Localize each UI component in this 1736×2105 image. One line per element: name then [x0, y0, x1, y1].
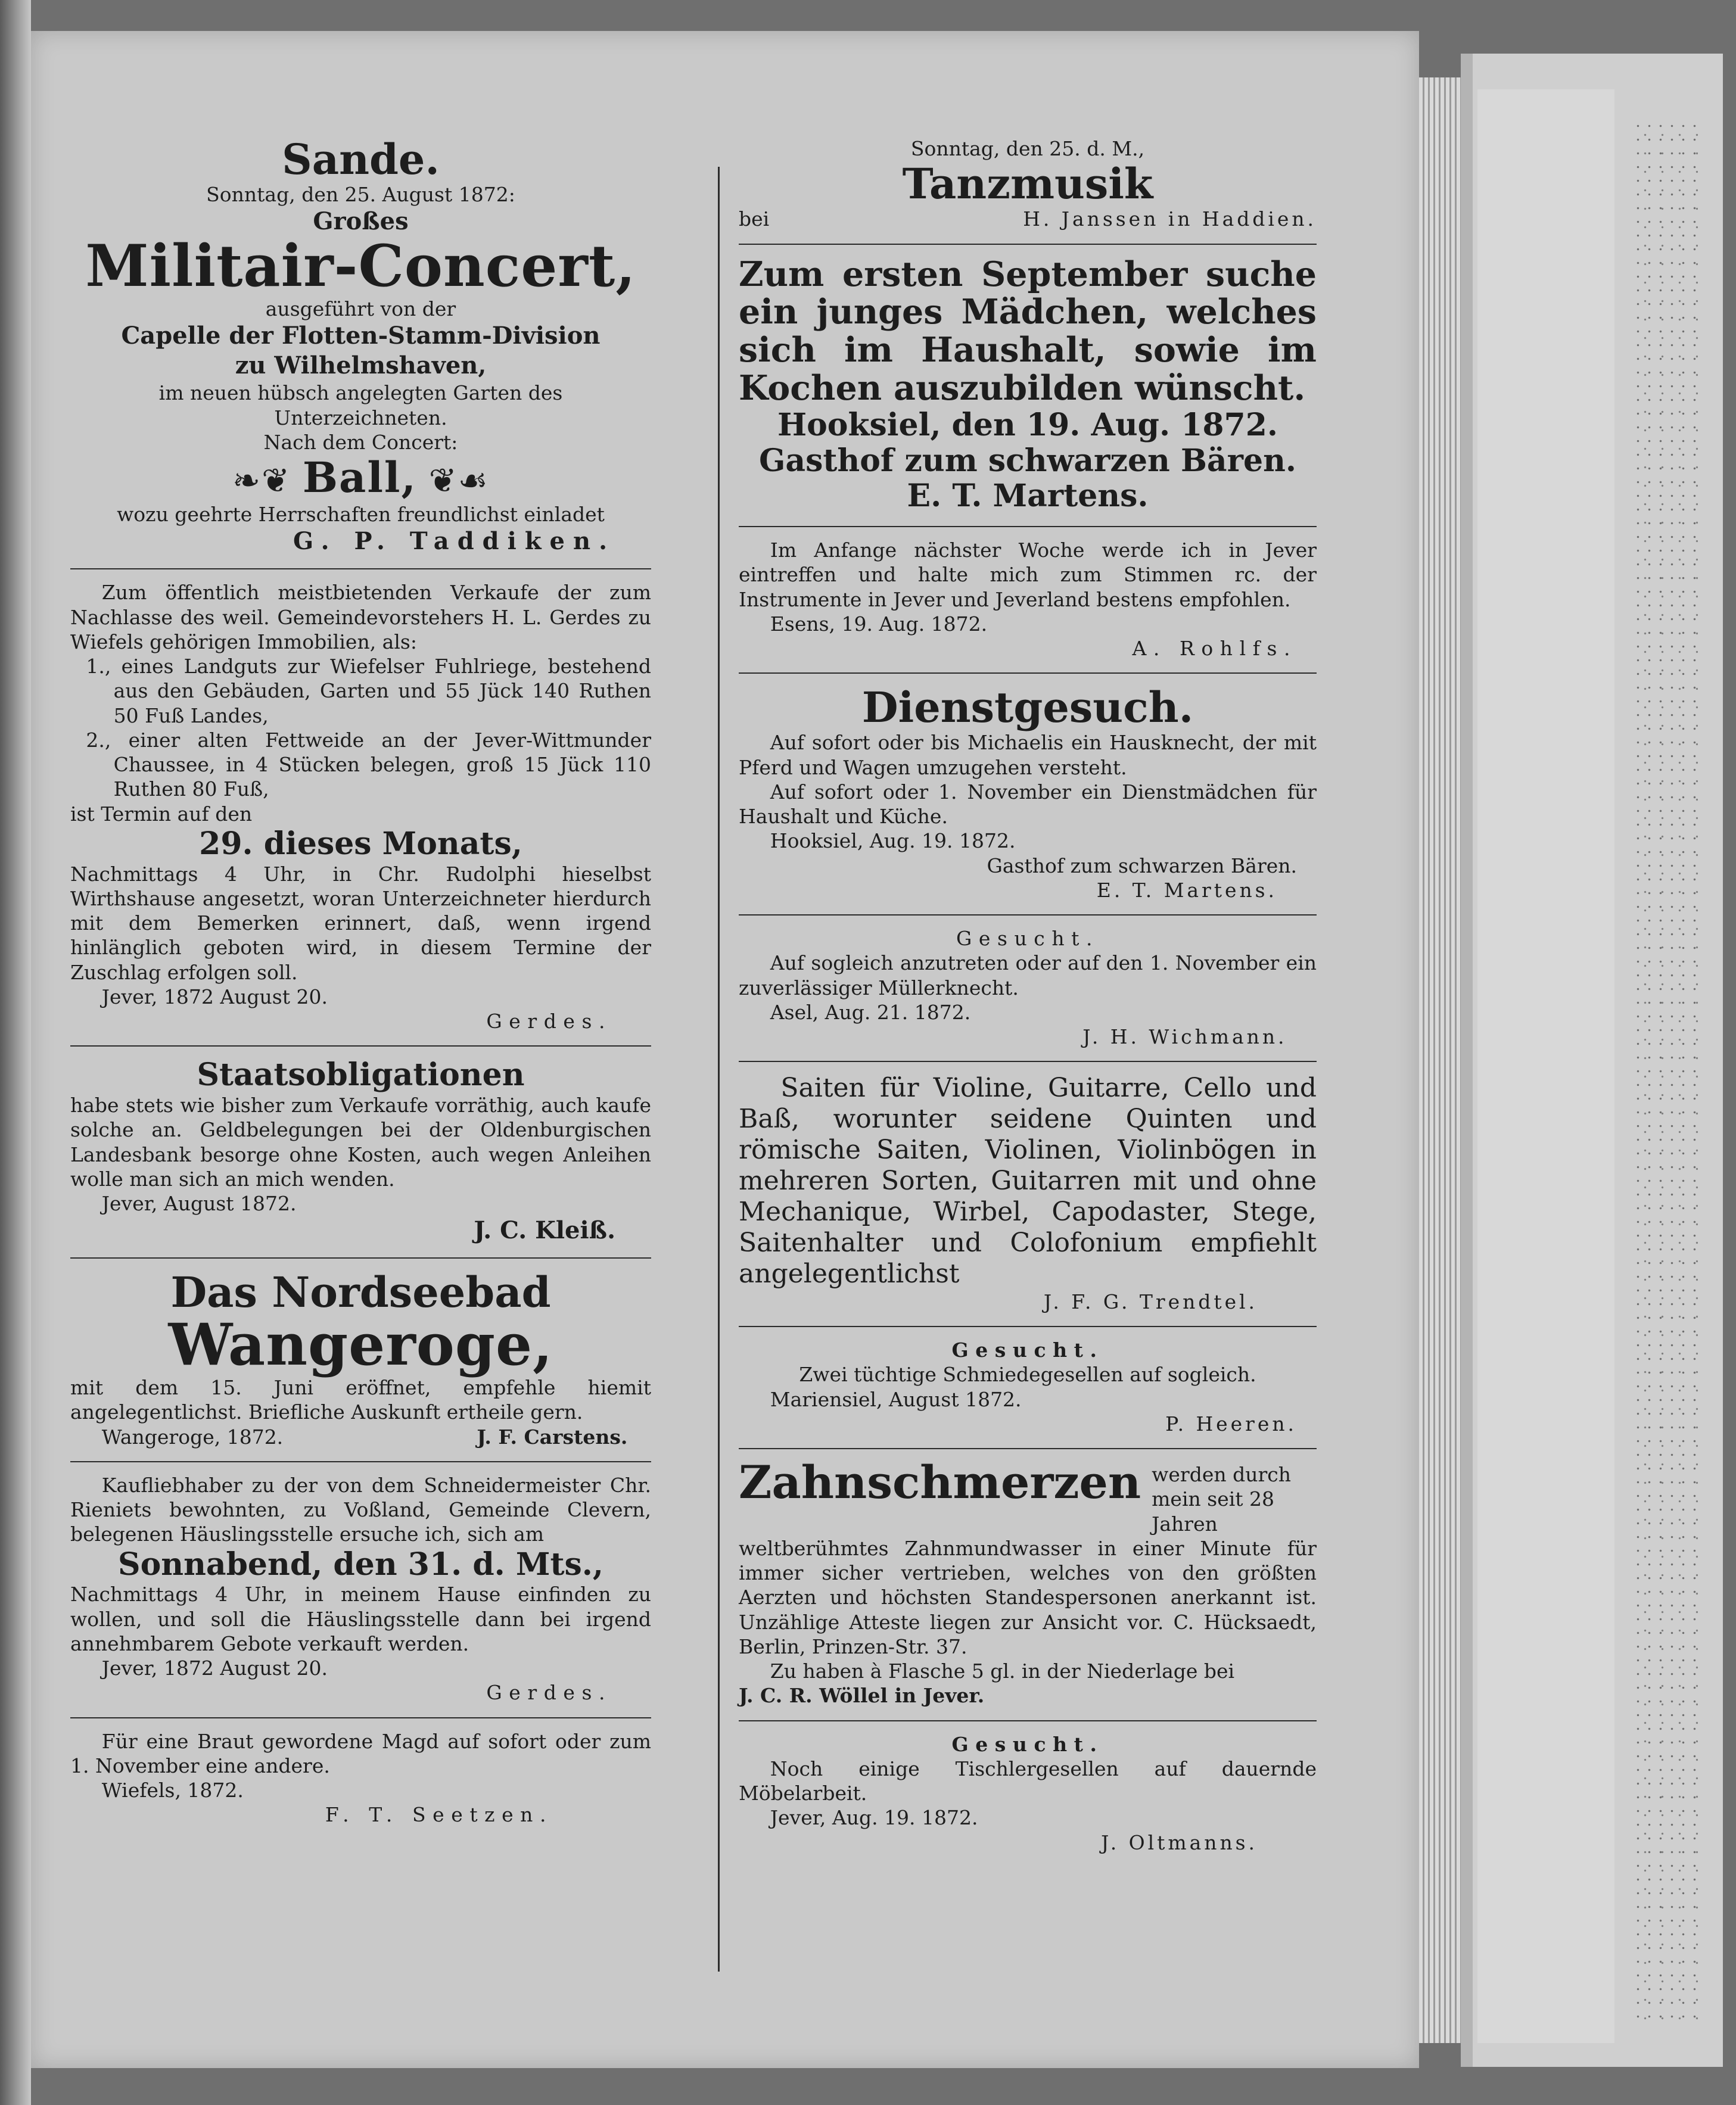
ad-divider: [70, 568, 651, 569]
ad-nordseebad: [70, 1267, 651, 1453]
ad-divider: [70, 1045, 651, 1047]
nordseebad-text: mit dem 15. Juni eröffnet, empfehle hiemit angelegentlichst. Briefliche Auskunft ertheile gern.: [70, 1376, 651, 1424]
schmiede-signature: P. Heeren.: [1165, 1412, 1297, 1435]
auction-place-date: Jever, 1872 August 20.: [101, 985, 328, 1008]
page-stack-edge: [1419, 77, 1461, 2043]
ad-divider: [70, 1461, 651, 1462]
ad-title: Militair-Concert,: [85, 232, 636, 300]
maedchen-text: Zum ersten September suche ein junges Mädchen, welches sich im Haushalt, sowie im Kochen auszubilden wünscht.: [739, 254, 1317, 408]
ad-zahnschmerzen: [739, 1458, 1317, 1712]
tischler-place-date: Jever, Aug. 19. 1872.: [770, 1806, 978, 1830]
stimmen-text: Im Anfange nächster Woche werde ich in Jever eintreffen und halte mich zum Stimmen rc. der Instrumente in Jever und Jeverland bestens empfohlen.: [739, 538, 1317, 611]
auction-signature: Gerdes.: [486, 1010, 612, 1033]
ornament-left-icon: ❧❦: [232, 462, 291, 501]
ad-divider: [739, 1326, 1317, 1327]
magd-place: Wiefels, 1872.: [101, 1779, 244, 1802]
kauf-place-date: Jever, 1872 August 20.: [101, 1656, 328, 1680]
ad-divider: [739, 244, 1317, 245]
maedchen-place-date: Hooksiel, den 19. Aug. 1872.: [777, 406, 1278, 443]
column-divider: [718, 167, 720, 1972]
ad-tanzmusik: [739, 134, 1317, 235]
nordseebad-title-1: Das Nordseebad: [170, 1268, 551, 1318]
ad-divider: [70, 1717, 651, 1718]
ad-grosses: Großes: [313, 207, 409, 236]
ornament-right-icon: ❦☙: [428, 462, 489, 501]
ad-magd: [70, 1727, 651, 1831]
ad-venue: im neuen hübsch angelegten Garten des: [158, 381, 563, 405]
schmiede-text: Zwei tüchtige Schmiedegesellen auf sogleich.: [799, 1363, 1256, 1387]
zahn-text: weltberühmtes Zahnmundwasser in einer Minute für immer sicher vertrieben, welches von den größten Aerzten und höchsten Standespersonen anerkannt ist. Unzählige Atteste liegen zur Ansicht vor. C. Hücksaedt, Berlin, Prinzen-Str. 37.: [739, 1536, 1317, 1658]
auction-termin: ist Termin auf den: [70, 802, 253, 826]
ad-band: Capelle der Flotten-Stamm-Division: [121, 322, 601, 350]
magd-text: Für eine Braut gewordene Magd auf sofort oder zum 1. November eine andere.: [70, 1729, 651, 1777]
magd-signature: F. T. Seetzen.: [325, 1803, 553, 1827]
ad-saiten: [739, 1070, 1317, 1318]
stimmen-signature: A. Rohlfs.: [1132, 637, 1297, 661]
stimmen-place-date: Esens, 19. Aug. 1872.: [770, 612, 988, 636]
staats-signature: J. C. Kleiß.: [474, 1216, 615, 1245]
nordseebad-title-2: Wangeroge,: [168, 1311, 553, 1379]
dienst-text-2: Auf sofort oder 1. November ein Dienstmädchen für Haushalt und Küche.: [739, 780, 1317, 829]
nordseebad-signature: J. F. Carstens.: [477, 1425, 628, 1449]
saiten-text: Saiten für Violine, Guitarre, Cello und Baß, worunter seidene Quinten und römische Saiten, Violinen, Violinbögen in mehreren Sorten, Guitarren mit und ohne Mechanique, Wirbel, Capodaster, Stege, Saitenhalter und Colofonium empfiehlt angelegentlichst: [739, 1073, 1317, 1289]
ad-after: Nach dem Concert:: [263, 430, 458, 454]
tanz-host: H. Janssen in Haddien.: [1023, 207, 1317, 231]
ad-sande-concert: [70, 134, 651, 560]
ad-divider: [739, 914, 1317, 916]
marbled-cover-pattern: [1632, 119, 1698, 2025]
schmiede-place-date: Mariensiel, August 1872.: [770, 1387, 1022, 1411]
staats-text: habe stets wie bisher zum Verkaufe vorräthig, auch kaufe solche an. Geldbelegungen bei der Oldenburgischen Landesbank besorge ohne Kosten, auch wegen Anleihen wolle man sich an mich wenden.: [70, 1094, 651, 1191]
ball-ornament: [70, 454, 651, 502]
auction-intro: Zum öffentlich meistbietenden Verkaufe der zum Nachlasse des weil. Gemeindevorstehers H. L. Gerdes zu Wiefels gehörigen Immobilien, als:: [70, 581, 651, 653]
auction-item-1: 1., eines Landguts zur Wiefelser Fuhlriege, bestehend aus den Gebäuden, Garten und 55 Jück 140 Ruthen 50 Fuß Landes,: [86, 655, 651, 727]
dienst-title: Dienstgesuch.: [861, 683, 1194, 733]
dienst-inn: Gasthof zum schwarzen Bären.: [987, 854, 1297, 877]
ad-date: Sonntag, den 25. August 1872:: [206, 183, 515, 206]
auction-text: Nachmittags 4 Uhr, in Chr. Rudolphi hieselbst Wirthshause angesetzt, woran Unterzeichneter hierdurch mit dem Bemerken erinnert, daß, wenn irgend hinlänglich geboten wird, in diesem Termine der Zuschlag erfolgen soll.: [70, 862, 651, 984]
cover-board-inner: [1477, 89, 1614, 2043]
muellerknecht-place-date: Asel, Aug. 21. 1872.: [770, 1000, 971, 1024]
ad-divider: [739, 1720, 1317, 1721]
muellerknecht-text: Auf sogleich anzutreten oder auf den 1. November ein zuverlässiger Müllerknecht.: [739, 951, 1317, 999]
ad-schmiede: [739, 1335, 1317, 1440]
kauf-text: Kaufliebhaber zu der von dem Schneidermeister Chr. Rieniets bewohnten, zu Voßland, Gemeinde Clevern, belegenen Häuslingsstelle ersuche ich, sich am: [70, 1473, 651, 1546]
muellerknecht-title: Gesucht.: [956, 927, 1099, 951]
ad-muellerknecht: [739, 924, 1317, 1052]
dienst-place-date: Hooksiel, Aug. 19. 1872.: [770, 829, 1016, 853]
kauf-date: Sonnabend, den 31. d. Mts.,: [118, 1546, 603, 1583]
ad-venue-2: Unterzeichneten.: [274, 406, 447, 429]
auction-item-2: 2., einer alten Fettweide an der Jever-Wittmunder Chaussee, in 4 Stücken belegen, groß 15 Jück 110 Ruthen 80 Fuß,: [86, 728, 651, 801]
ad-dienstgesuch: [739, 682, 1317, 906]
ad-divider: [739, 1061, 1317, 1062]
ad-divider: [739, 1448, 1317, 1449]
ad-stimmen: [739, 535, 1317, 664]
ad-place: Sande.: [282, 135, 440, 184]
ad-ball: Ball,: [302, 453, 417, 503]
dienst-text-1: Auf sofort oder bis Michaelis ein Hausknecht, der mit Pferd und Wagen umzugehen versteht.: [739, 731, 1317, 779]
dienst-signature: E. T. Martens.: [1096, 878, 1277, 902]
ad-staatsobligationen: [70, 1055, 651, 1249]
staats-title: Staatsobligationen: [197, 1057, 525, 1094]
nordseebad-place: Wangeroge, 1872.: [101, 1425, 284, 1449]
ad-invite: wozu geehrte Herrschaften freundlichst einladet: [117, 503, 605, 527]
kauf-text-2: Nachmittags 4 Uhr, in meinem Hause einfinden zu wollen, und soll die Häuslingsstelle dann bei irgend annehmbarem Gebote verkauft werden.: [70, 1583, 651, 1655]
ad-divider: [739, 526, 1317, 527]
ad-divider: [70, 1257, 651, 1259]
ad-band-city: zu Wilhelmshaven,: [235, 351, 487, 380]
saiten-signature: J. F. G. Trendtel.: [1043, 1290, 1258, 1313]
ad-auction: [70, 578, 651, 1037]
auction-date: 29. dieses Monats,: [199, 825, 522, 862]
zahn-text-2: Zu haben à Flasche 5 gl. in der Niederlage bei: [770, 1659, 1235, 1683]
maedchen-signature: E. T. Martens.: [907, 478, 1149, 515]
binding-edge: [0, 0, 31, 2105]
tanz-title: Tanzmusik: [902, 159, 1153, 209]
schmiede-title: Gesucht.: [951, 1338, 1104, 1362]
tischler-signature: J. Oltmanns.: [1101, 1830, 1258, 1854]
kauf-signature: Gerdes.: [486, 1681, 612, 1705]
ad-signature: G. P. Taddiken.: [293, 527, 615, 556]
zahn-side-text: werden durch mein seit 28 Jahren: [1152, 1463, 1291, 1536]
tanz-bei: bei: [739, 207, 770, 231]
muellerknecht-signature: J. H. Wichmann.: [1082, 1025, 1287, 1049]
ad-performed-by: ausgeführt von der: [265, 297, 456, 321]
ad-divider: [739, 672, 1317, 674]
right-column: [739, 134, 1317, 1858]
ad-kaufliebhaber: [70, 1471, 651, 1709]
tischler-text: Noch einige Tischlergesellen auf dauernde Möbelarbeit.: [739, 1757, 1317, 1805]
ad-maedchen: [739, 253, 1317, 518]
left-column: [70, 134, 651, 1831]
staats-place-date: Jever, August 1872.: [101, 1192, 297, 1216]
maedchen-inn: Gasthof zum schwarzen Bären.: [759, 442, 1296, 479]
tischler-title: Gesucht.: [951, 1732, 1104, 1756]
zahn-title: Zahnschmerzen: [739, 1456, 1141, 1509]
tanz-date: Sonntag, den 25. d. M.,: [910, 137, 1145, 160]
ad-tischler: [739, 1730, 1317, 1858]
zahn-dealer: J. C. R. Wöllel in Jever.: [739, 1684, 985, 1708]
